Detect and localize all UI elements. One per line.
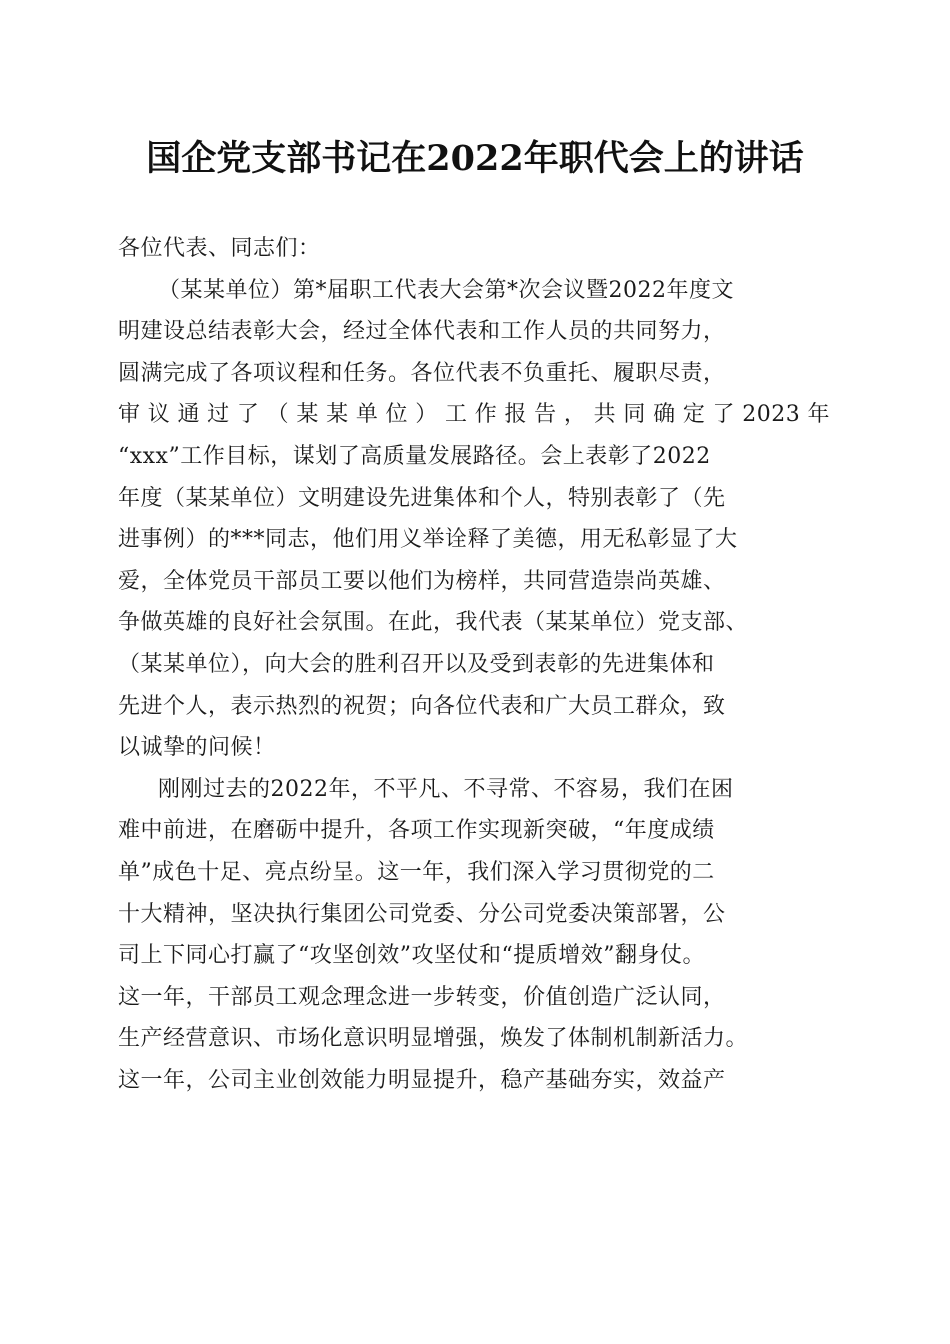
document-body [118, 228, 838, 1101]
salutation-line: 各位代表、同志们： [118, 236, 321, 261]
paragraph-2-line-3: 单”成色十足、亮点纷呈。这一年，我们深入学习贯彻党的二 [118, 859, 715, 885]
paragraph-1-line-12: 以诚挚的问候！ [118, 735, 276, 761]
paragraph-1-line-8: 爱，全体党员干部员工要以他们为榜样，共同营造崇尚英雄、 [118, 568, 726, 594]
paragraph-1-line-3: 圆满完成了各项议程和任务。各位代表不负重托、履职尽责， [118, 360, 726, 386]
paragraph-2-line-5: 司上下同心打赢了“攻坚创效”攻坚仗和“提质增效”翻身仗。 [118, 943, 705, 969]
paragraph-2-line-1: 刚刚过去的2022年，不平凡、不寻常、不容易，我们在困 [158, 776, 734, 802]
paragraph-1-line-7: 进事例）的***同志，他们用义举诠释了美德，用无私彰显了大 [118, 527, 738, 553]
paragraph-1-line-11: 先进个人，表示热烈的祝贺；向各位代表和广大员工群众，致 [118, 693, 726, 719]
paragraph-1-line-6: 年度（某某单位）文明建设先进集体和个人，特别表彰了（先 [118, 485, 726, 511]
paragraph-1-line-1: （某某单位）第*届职工代表大会第*次会议暨2022年度文 [158, 277, 734, 303]
paragraph-2-line-8: 这一年，公司主业创效能力明显提升，稳产基础夯实，效益产 [118, 1067, 726, 1093]
paragraph-1-line-2: 明建设总结表彰大会，经过全体代表和工作人员的共同努力， [118, 319, 726, 345]
paragraph-2-line-4: 十大精神，坚决执行集团公司党委、分公司党委决策部署，公 [118, 901, 726, 927]
paragraph-1-line-9: 争做英雄的良好社会氛围。在此，我代表（某某单位）党支部、 [118, 610, 749, 636]
paragraph-1-line-10: （某某单位），向大会的胜利召开以及受到表彰的先进集体和 [118, 651, 715, 677]
document-title: 国企党支部书记在2022年职代会上的讲话 [146, 138, 804, 179]
paragraph-1-line-5: “xxx”工作目标，谋划了高质量发展路径。会上表彰了2022 [118, 443, 711, 469]
paragraph-1-line-4: 审议通过了（某某单位）工作报告，共同确定了2023年 [118, 402, 830, 428]
paragraph-2-line-6: 这一年，干部员工观念理念进一步转变，价值创造广泛认同， [118, 984, 726, 1010]
paragraph-2-line-7: 生产经营意识、市场化意识明显增强，焕发了体制机制新活力。 [118, 1026, 749, 1052]
paragraph-2-line-2: 难中前进，在磨砺中提升，各项工作实现新突破，“年度成绩 [118, 818, 715, 844]
